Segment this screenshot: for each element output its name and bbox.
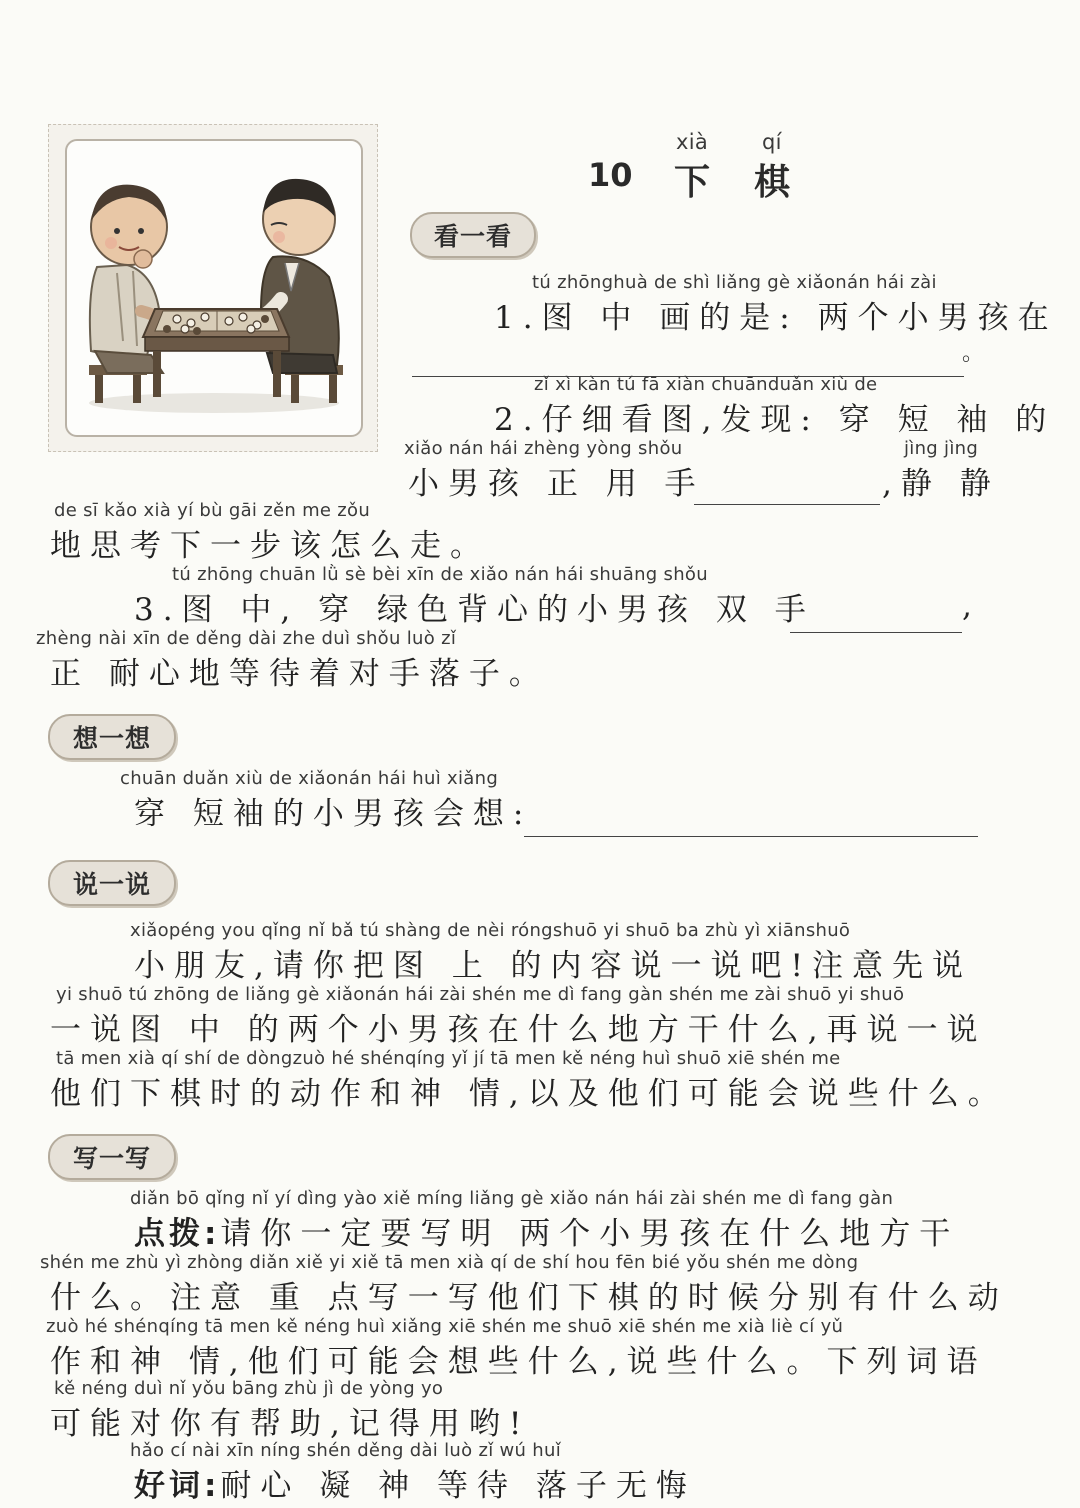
speak-line2-text: 一说图 中 的两个小男孩在什么地方干什么,再说一说	[50, 1012, 987, 1048]
write-line2-text: 什么。注意 重 点写一写他们下棋的时候分别有什么动	[50, 1280, 1008, 1316]
think-text: 穿 短袖的小男孩会想:	[134, 796, 533, 832]
write-line4-text: 可能对你有帮助,记得用哟!	[50, 1406, 531, 1442]
q2-line1-pinyin: zǐ xì kàn tú fā xiàn chuānduǎn xiù de	[534, 374, 878, 395]
write-line2-pinyin: shén me zhù yì zhòng diǎn xiě yi xiě tā men xià qí de shí hou fēn bié yǒu shén me dòng	[40, 1252, 859, 1273]
illustration-frame	[48, 124, 378, 452]
q2-answer-blank[interactable]	[694, 490, 880, 509]
write-line3-pinyin: zuò hé shénqíng tā men kě néng huì xiǎng xiē shén me shuō xiē shén me xià liè cí yǔ	[46, 1316, 844, 1337]
title-char-qi: 棋	[754, 162, 791, 203]
title-char-xia: 下	[674, 162, 711, 203]
speak-line3-text: 他们下棋时的动作和神 情,以及他们可能会说些什么。	[50, 1076, 1008, 1112]
q2-line2-text-a: 小男孩 正 用 手	[408, 466, 705, 502]
write-line5	[134, 1460, 696, 1505]
think-answer-blank[interactable]	[524, 822, 978, 841]
badge-think: 想一想	[48, 714, 176, 760]
write-line4-pinyin: kě néng duì nǐ yǒu bāng zhù jì de yòng yo	[54, 1378, 444, 1399]
badge-write: 写一写	[48, 1134, 176, 1180]
good-words-text: 耐心 凝 神 等待 落子无悔	[220, 1468, 696, 1504]
q1-text: 1.图 中 画的是: 两个小男孩在	[494, 300, 1058, 336]
write-line1-pinyin: diǎn bō qǐng nǐ yí dìng yào xiě míng liǎng gè xiǎo nán hái zài shén me dì fang gàn	[130, 1188, 894, 1209]
q2-line3-text: 地思考下一步该怎么走。	[50, 528, 490, 564]
think-pinyin: chuān duǎn xiù de xiǎonán hái huì xiǎng	[120, 768, 499, 789]
speak-line3-pinyin: tā men xià qí shí de dòngzuò hé shénqíng yǐ jí tā men kě néng huì shuō xiē shén me	[56, 1048, 841, 1069]
two-boys-playing-chess-illustration	[65, 139, 363, 437]
badge-speak: 说一说	[48, 860, 176, 906]
q3-line1-text: 3.图 中, 穿 绿色背心的小男孩 双 手	[134, 592, 815, 628]
q3-line2-pinyin: zhèng nài xīn de děng dài zhe duì shǒu luò zǐ	[36, 628, 457, 649]
q2-line1-text: 2.仔细看图,发现: 穿 短 袖 的	[494, 402, 1056, 438]
speak-line1-text: 小朋友,请你把图 上 的内容说一说吧!注意先说	[134, 948, 973, 984]
speak-line2-pinyin: yi shuō tú zhōng de liǎng gè xiǎonán hái zài shén me dì fang gàn shén me zài shuō yi shuō	[56, 984, 905, 1005]
lesson-number: 10	[588, 156, 633, 194]
write-tip-lead: 点拨:	[134, 1216, 221, 1252]
write-line1	[134, 1208, 959, 1253]
q2-line2-text-b: ,静 静	[882, 466, 1000, 502]
q2-line2-pinyin-a: xiǎo nán hái zhèng yòng shǒu	[404, 438, 683, 459]
write-line5-pinyin: hǎo cí nài xīn níng shén děng dài luò zǐ wú huǐ	[130, 1440, 562, 1461]
good-words-lead: 好词:	[134, 1468, 221, 1504]
q3-line2-text: 正 耐心地等待着对手落子。	[50, 656, 549, 692]
speak-line1-pinyin: xiǎopéng you qǐng nǐ bǎ tú shàng de nèi róngshuō yi shuō ba zhù yì xiānshuō	[130, 920, 851, 941]
q3-line1-pinyin: tú zhōng chuān lǜ sè bèi xīn de xiǎo nán hái shuāng shǒu	[172, 564, 708, 585]
title-pinyin-qi: qí	[762, 130, 782, 154]
q1-pinyin: tú zhōnghuà de shì liǎng gè xiǎonán hái zài	[532, 272, 937, 293]
q2-line3-pinyin: de sī kǎo xià yí bù gāi zěn me zǒu	[54, 500, 371, 521]
q3-line1-end: ,	[962, 588, 981, 624]
write-line3-text: 作和神 情,他们可能会想些什么,说些什么。下列词语	[50, 1344, 987, 1380]
q1-end-mark: 。	[962, 341, 994, 366]
write-line1-text: 请你一定要写明 两个小男孩在什么地方干	[220, 1216, 960, 1252]
badge-look: 看一看	[410, 212, 536, 258]
title-pinyin-xia: xià	[676, 130, 709, 154]
chess-scene-svg	[67, 141, 361, 435]
q2-line2-pinyin-b: jìng jìng	[904, 438, 979, 459]
q3-answer-blank[interactable]	[790, 618, 962, 637]
